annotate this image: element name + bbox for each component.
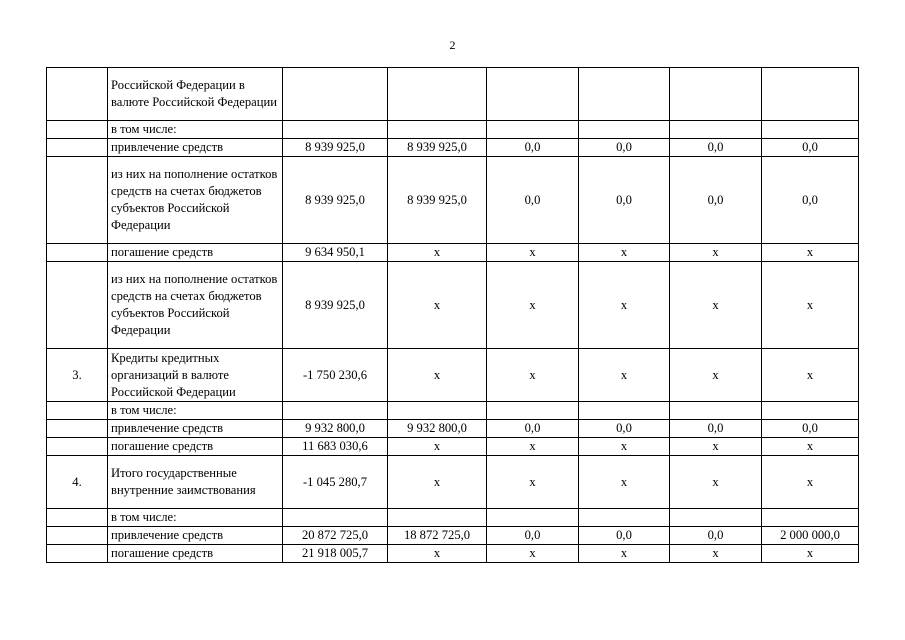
cell-value: х [487, 456, 579, 509]
cell-value: х [670, 349, 762, 402]
table-row [47, 402, 859, 420]
cell-value: х [670, 545, 762, 563]
cell-value: 0,0 [487, 420, 579, 438]
cell-value: 8 939 925,0 [388, 139, 487, 157]
cell-value [579, 402, 670, 420]
cell-value: х [579, 438, 670, 456]
cell-value: 8 939 925,0 [283, 157, 388, 244]
cell-value: 0,0 [670, 527, 762, 545]
row-label: из них на пополнение остатков средств на счетах бюджетов субъектов Российской Федерации [108, 262, 283, 349]
cell-value: х [388, 456, 487, 509]
cell-value: -1 750 230,6 [283, 349, 388, 402]
cell-value: 0,0 [579, 139, 670, 157]
cell-value [487, 402, 579, 420]
cell-value: х [670, 244, 762, 262]
cell-value: 8 939 925,0 [283, 139, 388, 157]
cell-value [283, 68, 388, 121]
cell-value: х [487, 244, 579, 262]
cell-value [579, 121, 670, 139]
row-number [47, 545, 108, 563]
row-label: из них на пополнение остатков средств на счетах бюджетов субъектов Российской Федерации [108, 157, 283, 244]
cell-value: 0,0 [670, 420, 762, 438]
row-number [47, 68, 108, 121]
row-number [47, 244, 108, 262]
cell-value: 0,0 [579, 527, 670, 545]
cell-value: х [670, 456, 762, 509]
row-number [47, 262, 108, 349]
table-row [47, 121, 859, 139]
cell-value: х [388, 545, 487, 563]
cell-value: х [670, 262, 762, 349]
row-label: в том числе: [108, 121, 283, 139]
cell-value [670, 509, 762, 527]
cell-value: -1 045 280,7 [283, 456, 388, 509]
cell-value: х [579, 349, 670, 402]
row-label: привлечение средств [108, 527, 283, 545]
row-number [47, 420, 108, 438]
cell-value [670, 68, 762, 121]
cell-value [388, 402, 487, 420]
row-number [47, 139, 108, 157]
table-row [47, 244, 859, 262]
cell-value [762, 402, 859, 420]
row-label: привлечение средств [108, 139, 283, 157]
table-row [47, 509, 859, 527]
table-row [47, 420, 859, 438]
cell-value: х [579, 456, 670, 509]
cell-value [487, 121, 579, 139]
table-row [47, 456, 859, 509]
row-label: Кредиты кредитных организаций в валюте Российской Федерации [108, 349, 283, 402]
cell-value: 9 932 800,0 [283, 420, 388, 438]
cell-value: х [388, 262, 487, 349]
cell-value [670, 402, 762, 420]
cell-value: 8 939 925,0 [283, 262, 388, 349]
cell-value: 0,0 [487, 157, 579, 244]
cell-value [283, 402, 388, 420]
cell-value: 0,0 [670, 139, 762, 157]
row-label: погашение средств [108, 438, 283, 456]
cell-value: 2 000 000,0 [762, 527, 859, 545]
cell-value [579, 68, 670, 121]
cell-value: 0,0 [487, 139, 579, 157]
table-row [47, 349, 859, 402]
row-label: привлечение средств [108, 420, 283, 438]
row-label: в том числе: [108, 509, 283, 527]
cell-value: х [670, 438, 762, 456]
row-number [47, 527, 108, 545]
cell-value: 0,0 [487, 527, 579, 545]
row-number [47, 121, 108, 139]
cell-value: 0,0 [762, 139, 859, 157]
cell-value: 0,0 [762, 157, 859, 244]
cell-value: х [487, 438, 579, 456]
row-label: Итого государственные внутренние заимствования [108, 456, 283, 509]
cell-value [762, 121, 859, 139]
cell-value [487, 509, 579, 527]
table-row [47, 438, 859, 456]
cell-value [388, 68, 487, 121]
row-number [47, 438, 108, 456]
row-label: погашение средств [108, 545, 283, 563]
cell-value: х [388, 438, 487, 456]
cell-value [487, 68, 579, 121]
row-number: 4. [47, 456, 108, 509]
row-label: Российской Федерации в валюте Российской Федерации [108, 68, 283, 121]
cell-value: х [762, 545, 859, 563]
cell-value: х [762, 262, 859, 349]
cell-value: 9 634 950,1 [283, 244, 388, 262]
cell-value [762, 68, 859, 121]
table-row [47, 262, 859, 349]
table-row [47, 157, 859, 244]
cell-value: 8 939 925,0 [388, 157, 487, 244]
cell-value [579, 509, 670, 527]
cell-value: х [762, 438, 859, 456]
page-number: 2 [449, 38, 456, 52]
cell-value [388, 509, 487, 527]
cell-value: х [579, 262, 670, 349]
cell-value: 21 918 005,7 [283, 545, 388, 563]
row-number [47, 402, 108, 420]
cell-value: 11 683 030,6 [283, 438, 388, 456]
cell-value: х [762, 456, 859, 509]
table-row [47, 545, 859, 563]
cell-value: 0,0 [579, 420, 670, 438]
cell-value: х [579, 244, 670, 262]
cell-value [388, 121, 487, 139]
cell-value: 20 872 725,0 [283, 527, 388, 545]
cell-value: х [487, 349, 579, 402]
row-label: погашение средств [108, 244, 283, 262]
cell-value: х [762, 349, 859, 402]
cell-value: х [487, 545, 579, 563]
cell-value [670, 121, 762, 139]
cell-value: х [487, 262, 579, 349]
row-number: 3. [47, 349, 108, 402]
cell-value [283, 121, 388, 139]
cell-value [762, 509, 859, 527]
cell-value: 0,0 [670, 157, 762, 244]
row-number [47, 509, 108, 527]
row-number [47, 157, 108, 244]
table-row [47, 68, 859, 121]
row-label: в том числе: [108, 402, 283, 420]
cell-value: х [579, 545, 670, 563]
cell-value: 9 932 800,0 [388, 420, 487, 438]
cell-value: х [388, 349, 487, 402]
cell-value: х [388, 244, 487, 262]
cell-value: 0,0 [762, 420, 859, 438]
cell-value: 18 872 725,0 [388, 527, 487, 545]
borrowing-table [46, 67, 859, 563]
table-row [47, 527, 859, 545]
cell-value: х [762, 244, 859, 262]
table-row [47, 139, 859, 157]
cell-value: 0,0 [579, 157, 670, 244]
cell-value [283, 509, 388, 527]
